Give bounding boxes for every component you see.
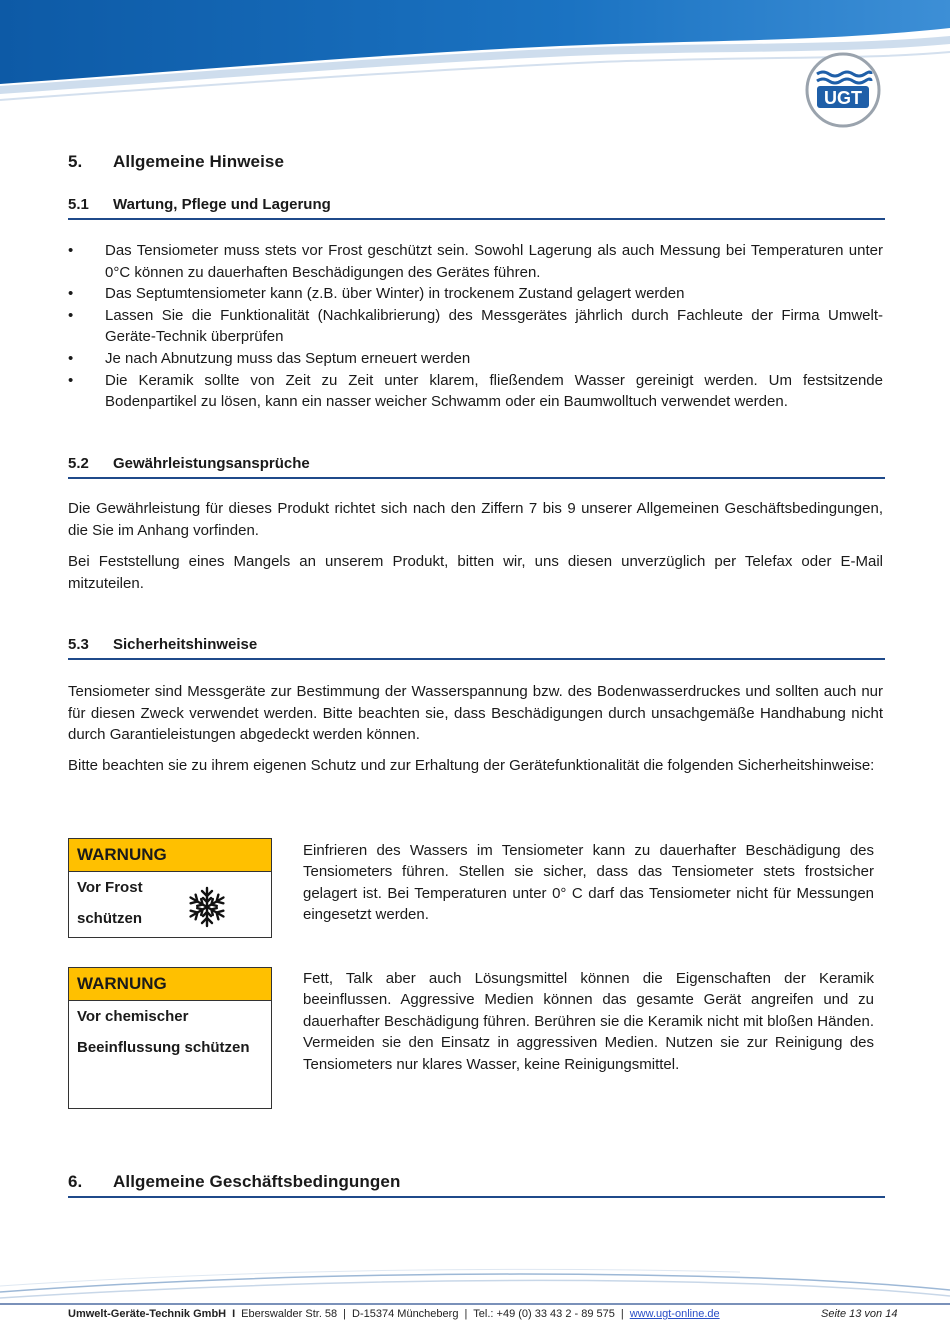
footer-address: Umwelt-Geräte-Technik GmbH I Eberswalder Str. 58 | D-15374 Müncheberg | Tel.: +49 (0) 33 43 2 - 89 575 | www.ugt-online.de xyxy=(68,1308,720,1320)
bullet-icon: • xyxy=(68,349,74,367)
bullet-icon: • xyxy=(68,285,74,303)
logo-text: UGT xyxy=(824,88,862,108)
safety-paragraph: Bitte beachten sie zu ihrem eigenen Schutz und zur Erhaltung der Gerätefunktionalität die folgenden Sicherheitshinweise: xyxy=(68,757,875,774)
section-number: 5.3 xyxy=(68,636,89,653)
section-5-1-heading xyxy=(68,196,331,213)
warranty-paragraph: Bei Feststellung eines Mangels an unserem Produkt, bitten wir, uns diesen unverzüglich per Telefax oder E-Mail mitzuteilen. xyxy=(68,553,883,592)
footer-phone: Tel.: +49 (0) 33 43 2 - 89 575 xyxy=(473,1308,615,1320)
warning-text-chemical: Fett, Talk aber auch Lösungsmittel können die Eigenschaften der Keramik beeinflussen. Aggressive Medien können das gesamte Gerät angreifen und zu dauerhafter Beschädigung führen. Berühren sie die Keramik nicht mit bloßen Händen. Vermeiden sie den Einsatz in aggressiven Medien. Nutzen sie zur Reinigung des Tensiometers nur klares Wasser, keine Reinigungsmittel. xyxy=(303,970,874,1073)
section-title: Wartung, Pflege und Lagerung xyxy=(113,196,331,213)
warning-text-frost: Einfrieren des Wassers im Tensiometer kann zu dauerhafter Beschädigung des Tensiometers führen. Stellen sie sicher, dass das Tensiometer stets frostsicher gelagert ist. Bei Temperaturen unter 0° C darf das Tensiometer nicht für Messungen eingesetzt werden. xyxy=(303,842,874,924)
footer-city: D-15374 Müncheberg xyxy=(352,1308,459,1320)
section-title: Gewährleistungsansprüche xyxy=(113,455,310,472)
heading-rule xyxy=(68,658,885,660)
section-number: 6. xyxy=(68,1172,83,1191)
bullet-icon: • xyxy=(68,371,74,389)
heading-rule xyxy=(68,477,885,479)
warning-box-chemical xyxy=(68,967,272,1109)
footer-street: Eberswalder Str. 58 xyxy=(241,1308,338,1320)
warning-label: WARNUNG xyxy=(69,839,271,872)
section-title: Allgemeine Geschäftsbedingungen xyxy=(113,1172,401,1191)
warning-subject: schützen xyxy=(77,910,143,927)
list-item: • Das Septumtensiometer kann (z.B. über Winter) in trockenem Zustand gelagert werden xyxy=(68,283,883,305)
list-item: • Lassen Sie die Funktionalität (Nachkalibrierung) des Messgerätes jährlich durch Fachleute der Firma Umwelt-Geräte-Technik überprüfen xyxy=(68,306,883,346)
bullet-icon: • xyxy=(68,242,74,259)
list-item: • Je nach Abnutzung muss das Septum erneuert werden xyxy=(68,348,883,370)
footer-wave-band xyxy=(0,1262,950,1312)
section-number: 5.1 xyxy=(68,196,89,213)
snowflake-icon xyxy=(186,885,228,929)
footer-website-link[interactable]: www.ugt-online.de xyxy=(629,1308,720,1320)
list-item: • Das Tensiometer muss stets vor Frost geschützt sein. Sowohl Lagerung als auch Messung bei Temperaturen unter 0°C können zu dauerhaften Beschädigungen des Gerätes führen. xyxy=(68,242,883,281)
warning-subject: Beeinflussung schützen xyxy=(77,1039,250,1056)
section-number: 5. xyxy=(68,152,83,171)
list-item: • Die Keramik sollte von Zeit zu Zeit unter klarem, fließendem Wasser gereinigt werden. Um festsitzende Bodenpartikel zu lösen, kann ein nasser weicher Schwamm oder ein Baumwolltuch verwendet werden. xyxy=(68,371,883,411)
warning-box-frost xyxy=(68,838,272,938)
warning-label: WARNUNG xyxy=(69,968,271,1001)
page-number: Seite 13 von 14 xyxy=(821,1308,898,1320)
section-6-heading xyxy=(68,1172,400,1192)
section-5-2-heading xyxy=(68,455,310,472)
ugt-logo xyxy=(805,52,881,128)
footer-company: Umwelt-Geräte-Technik GmbH xyxy=(68,1308,227,1320)
section-number: 5.2 xyxy=(68,455,89,472)
section-5-heading xyxy=(68,152,284,172)
warranty-paragraph: Die Gewährleistung für dieses Produkt richtet sich nach den Ziffern 7 bis 9 unserer Allgemeinen Geschäftsbedingungen, die Sie im Anhang vorfinden. xyxy=(68,500,883,539)
warning-subject: Vor chemischer xyxy=(77,1008,189,1025)
warning-subject: Vor Frost xyxy=(77,879,143,896)
bullet-icon: • xyxy=(68,306,74,324)
section-title: Sicherheitshinweise xyxy=(113,636,258,653)
section-title: Allgemeine Hinweise xyxy=(113,152,285,171)
heading-rule xyxy=(68,1196,885,1198)
maintenance-list xyxy=(68,240,883,413)
footer-divider: I xyxy=(232,1308,236,1320)
safety-paragraph: Tensiometer sind Messgeräte zur Bestimmung der Wasserspannung bzw. des Bodenwasserdruckes und sollten auch nur für diesen Zweck verwendet werden. Bitte beachten sie, dass Beschädigungen durch unsachgemäße Handhabung nicht durch Garantieleistungen abgedeckt werden können. xyxy=(68,683,883,744)
heading-rule xyxy=(68,218,885,220)
section-5-3-heading xyxy=(68,636,257,653)
